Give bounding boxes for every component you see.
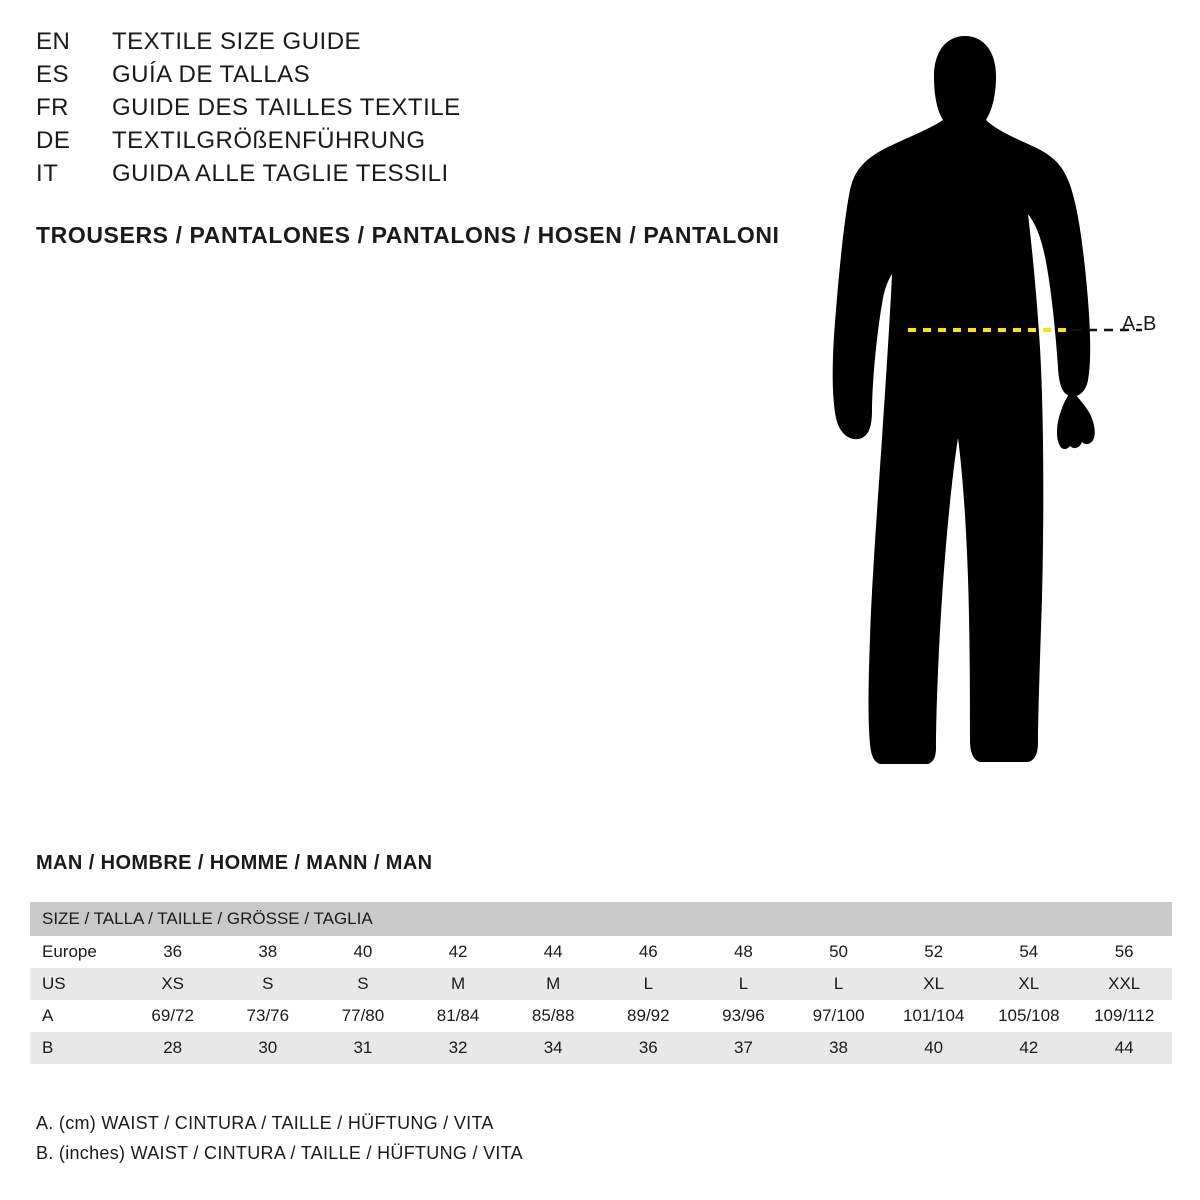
table-cell: 69/72 (125, 1000, 220, 1032)
language-row (36, 28, 816, 61)
table-cell: XL (886, 968, 981, 1000)
table-cell: XXL (1076, 968, 1172, 1000)
language-row (36, 160, 816, 193)
table-cell: 38 (220, 936, 315, 968)
table-cell: 52 (886, 936, 981, 968)
table-cell: 89/92 (601, 1000, 696, 1032)
language-code: FR (36, 94, 69, 121)
table-cell: M (411, 968, 506, 1000)
size-table-wrapper (30, 902, 1172, 1064)
table-cell: 40 (315, 936, 410, 968)
table-cell: 32 (411, 1032, 506, 1064)
table-cell: 56 (1076, 936, 1172, 968)
male-silhouette-shape (833, 36, 1095, 764)
language-code: EN (36, 28, 71, 55)
table-cell: M (506, 968, 601, 1000)
table-cell: L (791, 968, 886, 1000)
table-row (30, 1032, 1172, 1064)
table-cell: 46 (601, 936, 696, 968)
row-label: B (30, 1032, 125, 1064)
language-row (36, 94, 816, 127)
table-cell: XL (981, 968, 1076, 1000)
table-cell: 85/88 (506, 1000, 601, 1032)
table-row (30, 936, 1172, 968)
table-cell: 77/80 (315, 1000, 410, 1032)
table-header-label: SIZE / TALLA / TAILLE / GRÖSSE / TAGLIA (30, 902, 1172, 936)
footnote-b: B. (inches) WAIST / CINTURA / TAILLE / HÜFTUNG / VITA (36, 1143, 523, 1163)
language-code: IT (36, 160, 59, 187)
table-cell: 37 (696, 1032, 791, 1064)
table-cell: L (696, 968, 791, 1000)
size-table (30, 902, 1172, 1064)
table-row (30, 1000, 1172, 1032)
table-header-row (30, 902, 1172, 936)
table-cell: 109/112 (1076, 1000, 1172, 1032)
table-cell: 42 (411, 936, 506, 968)
table-cell: L (601, 968, 696, 1000)
table-cell: 36 (125, 936, 220, 968)
row-label: US (30, 968, 125, 1000)
table-cell: 30 (220, 1032, 315, 1064)
language-title: GUÍA DE TALLAS (112, 61, 311, 88)
table-section-title: MAN / HOMBRE / HOMME / MANN / MAN (36, 852, 433, 874)
table-cell: 50 (791, 936, 886, 968)
table-cell: 40 (886, 1032, 981, 1064)
table-cell: 48 (696, 936, 791, 968)
language-code: ES (36, 61, 70, 88)
table-cell: 97/100 (791, 1000, 886, 1032)
table-cell: 44 (1076, 1032, 1172, 1064)
figure-illustration (810, 18, 1190, 798)
language-title: TEXTILGRÖßENFÜHRUNG (112, 127, 426, 154)
footnotes (36, 1108, 936, 1168)
table-cell: 54 (981, 936, 1076, 968)
table-cell: S (220, 968, 315, 1000)
language-code: DE (36, 127, 71, 154)
measure-label-ab: A-B (1122, 313, 1157, 335)
language-row (36, 127, 816, 160)
row-label: A (30, 1000, 125, 1032)
language-title: GUIDE DES TAILLES TEXTILE (112, 94, 461, 121)
table-cell: 101/104 (886, 1000, 981, 1032)
table-cell: 93/96 (696, 1000, 791, 1032)
language-list (36, 28, 816, 193)
table-cell: 73/76 (220, 1000, 315, 1032)
table-cell: 44 (506, 936, 601, 968)
language-title: TEXTILE SIZE GUIDE (112, 28, 362, 55)
row-label: Europe (30, 936, 125, 968)
table-cell: 42 (981, 1032, 1076, 1064)
language-row (36, 61, 816, 94)
table-cell: 31 (315, 1032, 410, 1064)
table-cell: XS (125, 968, 220, 1000)
table-cell: 28 (125, 1032, 220, 1064)
table-row (30, 968, 1172, 1000)
table-cell: 34 (506, 1032, 601, 1064)
table-cell: 38 (791, 1032, 886, 1064)
table-cell: S (315, 968, 410, 1000)
table-cell: 36 (601, 1032, 696, 1064)
language-title: GUIDA ALLE TAGLIE TESSILI (112, 160, 449, 187)
footnote-a: A. (cm) WAIST / CINTURA / TAILLE / HÜFTUNG / VITA (36, 1113, 494, 1133)
table-cell: 81/84 (411, 1000, 506, 1032)
table-cell: 105/108 (981, 1000, 1076, 1032)
garment-type-line: TROUSERS / PANTALONES / PANTALONS / HOSEN / PANTALONI (36, 222, 780, 248)
